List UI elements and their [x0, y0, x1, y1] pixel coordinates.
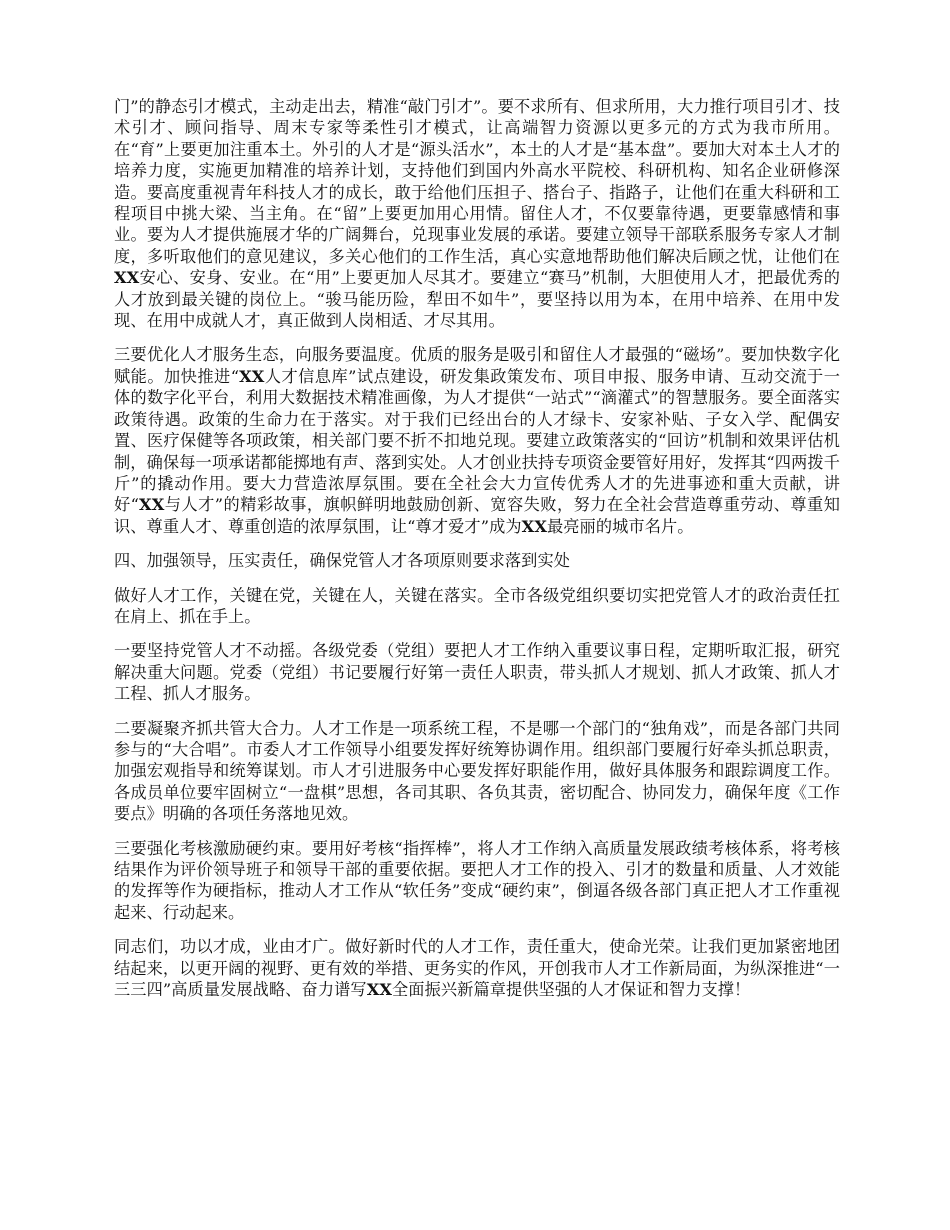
paragraph-service-ecosystem: 三要优化人才服务生态，向服务要温度。优质的服务是吸引和留住人才最强的“磁场”。要加快数字化赋能。加快推进“XX人才信息库”试点建设，研发集政策发布、项目申报、服务申请、互动交流于一体的数字化平台，利用大数据技术精准画像，为人才提供“一站式”“滴灌式”的智慧服务。要全面落实政策待遇。政策的生命力在于落实。对于我们已经出台的人才绿卡、安家补贴、子女入学、配偶安置、医疗保健等各项政策，相关部门要不折不扣地兑现。要建立政策落实的“回访”机制和效果评估机制，确保每一项承诺都能掷地有声、落到实处。人才创业扶持专项资金要管好用好，发挥其“四两拨千斤”的撬动作用。要大力营造浓厚氛围。要在全社会大力宣传优秀人才的先进事迹和重大贡献，讲好“XX与人才”的精彩故事，旗帜鲜明地鼓励创新、宽容失败，努力在全社会营造尊重劳动、尊重知识、尊重人才、尊重创造的浓厚氛围，让“尊才爱才”成为XX最亮丽的城市名片。	[114, 345, 840, 536]
paragraph-point-two: 二要凝聚齐抓共管大合力。人才工作是一项系统工程，不是哪一个部门的“独角戏”，而是各部门共同参与的“大合唱”。市委人才工作领导小组要发挥好统筹协调作用。组织部门要履行好牵头抓总职责，加强宏观指导和统筹谋划。市人才引进服务中心要发挥好职能作用，做好具体服务和跟踪调度工作。各成员单位要牢固树立“一盘棋”思想，各司其职、各负其责，密切配合、协同发力，确保年度《工作要点》明确的各项任务落地见效。	[114, 718, 840, 824]
placeholder-token: XX	[114, 268, 140, 288]
paragraph-closing: 同志们，功以才成，业由才广。做好新时代的人才工作，责任重大，使命光荣。让我们更加紧密地团结起来，以更开阔的视野、更有效的举措、更务实的作风，开创我市人才工作新局面，为纵深推进“一三三四”高质量发展战略、奋力谱写XX全面振兴新篇章提供坚强的人才保证和智力支撑！	[114, 937, 840, 1000]
paragraph-continuation: 门”的静态引才模式，主动走出去，精准“敲门引才”。要不求所有、但求所用，大力推行项目引才、技术引才、顾问指导、周末专家等柔性引才模式，让高端智力资源以更多元的方式为我市所用。在“育”上要更加注重本土。外引的人才是“源头活水”，本土的人才是“基本盘”。要加大对本土人才的培养力度，实施更加精准的培养计划，支持他们到国内外高水平院校、科研机构、知名企业研修深造。要高度重视青年科技人才的成长，敢于给他们压担子、搭台子、指路子，让他们在重大科研和工程项目中挑大梁、当主角。在“留”上要更加用心用情。留住人才，不仅要靠待遇，更要靠感情和事业。要为人才提供施展才华的广阔舞台，兑现事业发展的承诺。要建立领导干部联系服务专家人才制度，多听取他们的意见建议，多关心他们的工作生活，真心实意地帮助他们解决后顾之忧，让他们在XX安心、安身、安业。在“用”上要更加人尽其才。要建立“赛马”机制，大胆使用人才，把最优秀的人才放到最关键的岗位上。“骏马能历险，犁田不如牛”，要坚持以用为本，在用中培养、在用中发现、在用中成就人才，真正做到人岗相适、才尽其用。	[114, 97, 840, 331]
placeholder-token: XX	[139, 495, 165, 515]
placeholder-token: XX	[521, 516, 547, 536]
paragraph-point-three: 三要强化考核激励硬约束。要用好考核“指挥棒”，将人才工作纳入高质量发展政绩考核体系，将考核结果作为评价领导班子和领导干部的重要依据。要把人才工作的投入、引才的数量和质量、人才效能的发挥等作为硬指标，推动人才工作从“软任务”变成“硬约束”，倒逼各级各部门真正把人才工作重视起来、行动起来。	[114, 838, 840, 922]
paragraph-point-one: 一要坚持党管人才不动摇。各级党委（党组）要把人才工作纳入重要议事日程，定期听取汇报，研究解决重大问题。党委（党组）书记要履行好第一责任人职责，带头抓人才规划、抓人才政策、抓人才工程、抓人才服务。	[114, 641, 840, 704]
paragraph-party-leadership-intro: 做好人才工作，关键在党，关键在人，关键在落实。全市各级党组织要切实把党管人才的政治责任扛在肩上、抓在手上。	[114, 585, 840, 626]
placeholder-token: XX	[366, 980, 393, 1000]
placeholder-token: XX	[239, 366, 265, 386]
document-body	[114, 96, 840, 1000]
section-heading-four: 四、加强领导，压实责任，确保党管人才各项原则要求落到实处	[114, 551, 571, 571]
